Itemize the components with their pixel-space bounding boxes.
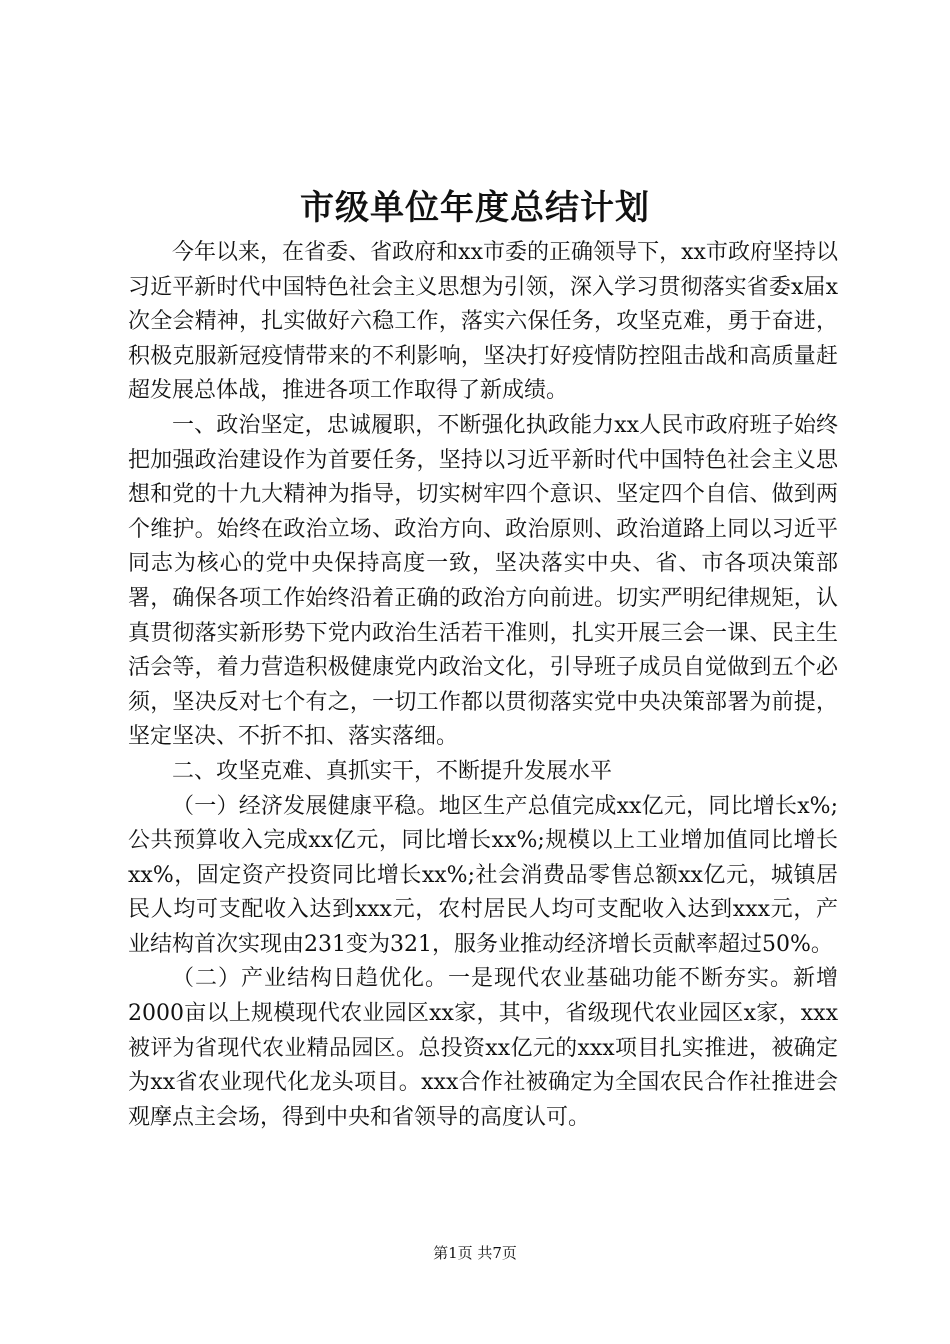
paragraph-section-1: 一、政治坚定，忠诚履职，不断强化执政能力xx人民市政府班子始终把加强政治建设作为首要任务，坚持以习近平新时代中国特色社会主义思想和党的十九大精神为指导，切实树牢四个意识、坚定四个自信、做到两个维护。始终在政治立场、政治方向、政治原则、政治道路上同以习近平同志为核心的党中央保持高度一致，坚决落实中央、省、市各项决策部署，确保各项工作始终沿着正确的政治方向前进。切实严明纪律规矩，认真贯彻落实新形势下党内政治生活若干准则，扎实开展三会一课、民主生活会等，着力营造积极健康党内政治文化，引导班子成员自觉做到五个必须，坚决反对七个有之，一切工作都以贯彻落实党中央决策部署为前提，坚定坚决、不折不扣、落实落细。 <box>128 412 838 750</box>
document-body <box>128 236 838 1135</box>
document-title: 市级单位年度总结计划 <box>300 188 650 228</box>
paragraph-intro: 今年以来，在省委、省政府和xx市委的正确领导下，xx市政府坚持以习近平新时代中国特色社会主义思想为引领，深入学习贯彻落实省委x届x次全会精神，扎实做好六稳工作，落实六保任务，攻坚克难，勇于奋进，积极克服新冠疫情带来的不利影响，坚决打好疫情防控阻击战和高质量赶超发展总体战，推进各项工作取得了新成绩。 <box>128 240 838 404</box>
page-footer: 第1页 共7页 <box>433 1244 517 1262</box>
paragraph-subsection-2: （二）产业结构日趋优化。一是现代农业基础功能不断夯实。新增2000亩以上规模现代农业园区xx家，其中，省级现代农业园区x家，xxx被评为省现代农业精品园区。总投资xx亿元的xxx项目扎实推进，被确定为xx省农业现代化龙头项目。xxx合作社被确定为全国农民合作社推进会观摩点主会场，得到中央和省领导的高度认可。 <box>128 966 838 1130</box>
paragraph-section-2-heading: 二、攻坚克难、真抓实干，不断提升发展水平 <box>172 758 613 784</box>
paragraph-subsection-1: （一）经济发展健康平稳。地区生产总值完成xx亿元，同比增长x%;公共预算收入完成xx亿元，同比增长xx%;规模以上工业增加值同比增长xx%，固定资产投资同比增长xx%;社会消费品零售总额xx亿元，城镇居民人均可支配收入达到xxx元，农村居民人均可支配收入达到xxx元，产业结构首次实现由231变为321，服务业推动经济增长贡献率超过50%。 <box>128 793 838 957</box>
